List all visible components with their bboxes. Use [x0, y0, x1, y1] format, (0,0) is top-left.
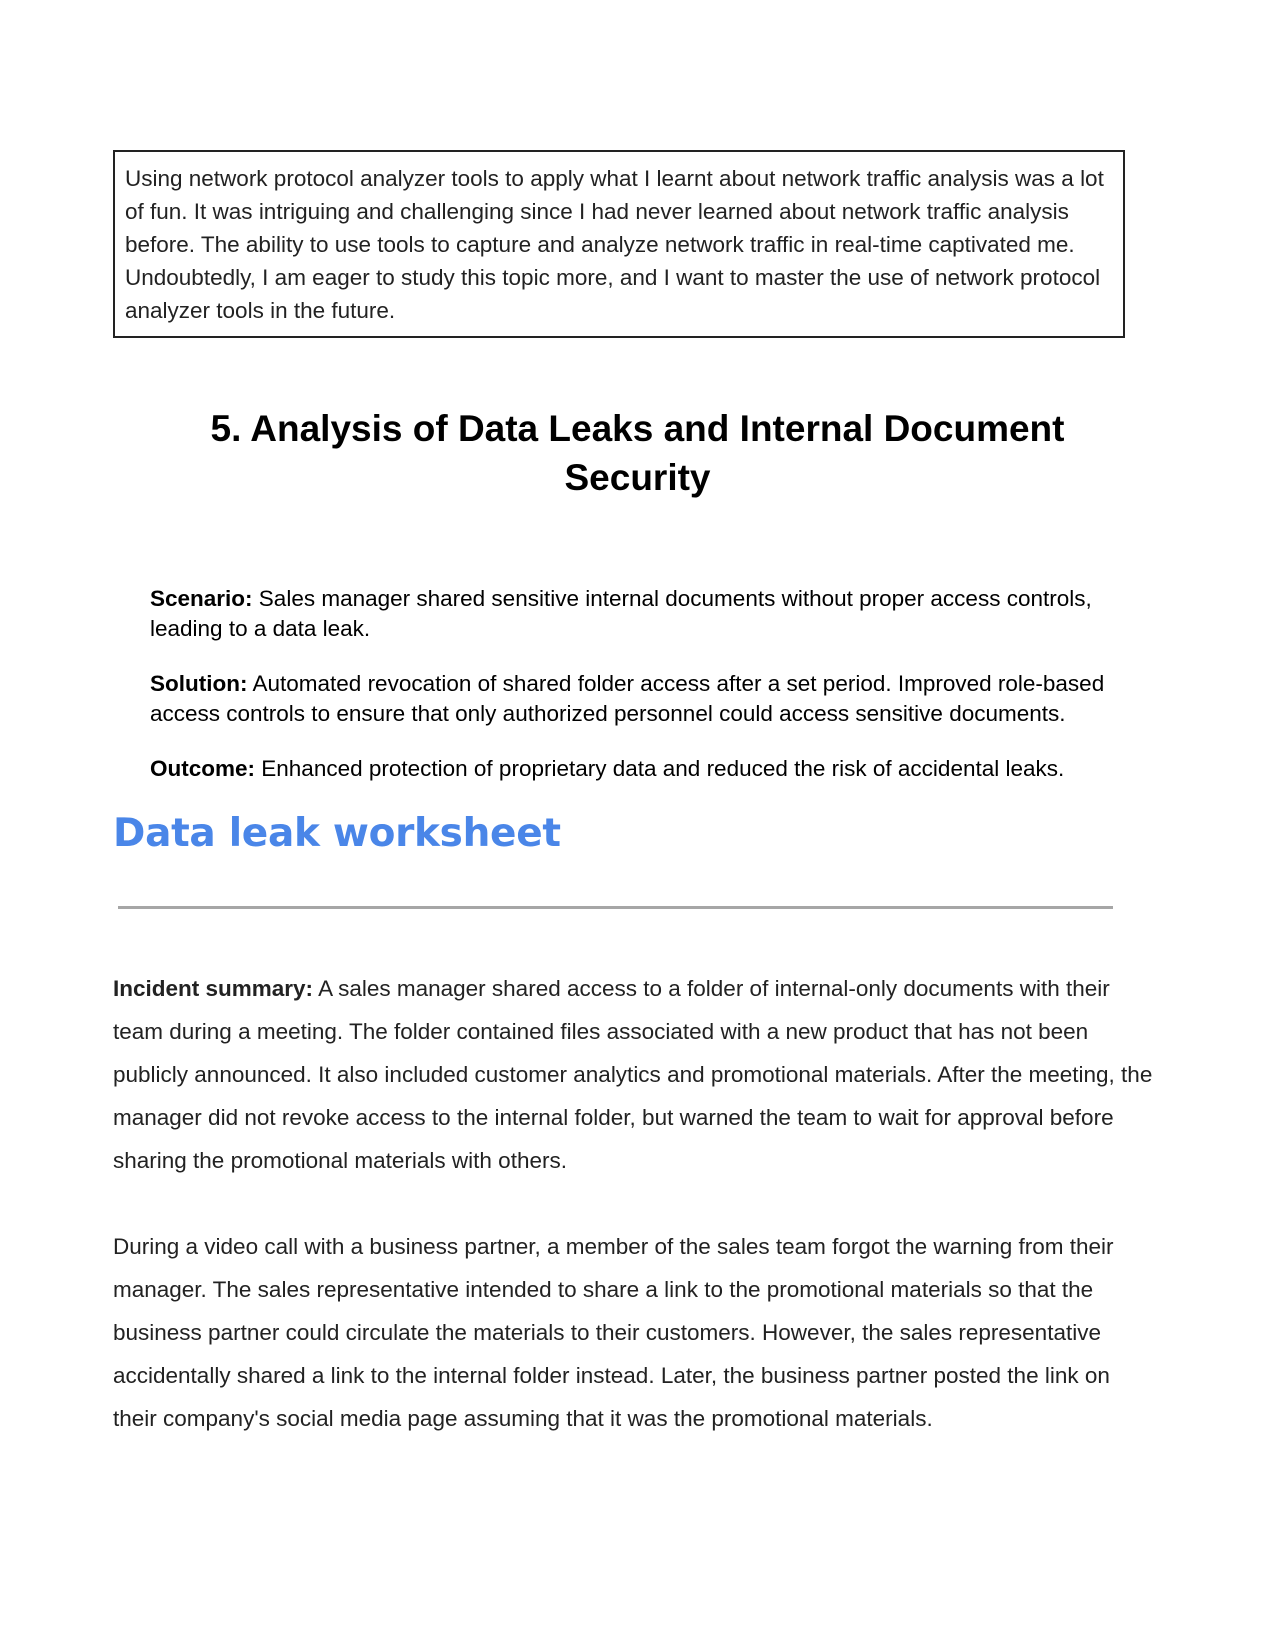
incident-summary-text: A sales manager shared access to a folder of internal-only documents with their team during a meeting. The folder contained files associated with a new product that has not been publicly announced. It also included customer analytics and promotional materials. After the meeting, the manager did not revoke access to the internal folder, but warned the team to wait for approval before sharing the promotional materials with others. — [113, 976, 1153, 1173]
section-title: 5. Analysis of Data Leaks and Internal Document Security — [210, 408, 1065, 498]
solution-label: Solution: — [150, 671, 248, 696]
reflection-box — [113, 150, 1125, 338]
outcome-label: Outcome: — [150, 756, 256, 781]
reflection-text: Using network protocol analyzer tools to apply what I learnt about network traffic analysis was a lot of fun. It was intriguing and challenging since I had never learned about network traffic analysis before. The ability to use tools to capture and analyze network traffic in real-time captivated me. Undoubtedly, I am eager to study this topic more, and I want to master the use of network protocol analyzer tools in the future. — [125, 166, 1104, 323]
incident-continued: During a video call with a business partner, a member of the sales team forgot the warning from their manager. The sales representative intended to share a link to the promotional materials so that the business partner could circulate the materials to their customers. However, the sales representative accidentally shared a link to the internal folder instead. Later, the business partner posted the link on their company's social media page assuming that it was the promotional materials. — [113, 1234, 1114, 1431]
worksheet-title: Data leak worksheet — [113, 811, 561, 856]
scenario-label: Scenario: — [150, 586, 253, 611]
incident-summary — [113, 967, 1153, 1182]
solution-text: Automated revocation of shared folder access after a set period. Improved role-based access controls to ensure that only authorized personnel could access sensitive documents. — [150, 671, 1105, 726]
section-divider — [118, 906, 1113, 909]
incident-summary-label: Incident summary: — [113, 976, 314, 1001]
outcome-text: Enhanced protection of proprietary data and reduced the risk of accidental leaks. — [255, 756, 1065, 781]
case-solution — [150, 669, 1130, 729]
scenario-text: Sales manager shared sensitive internal documents without proper access controls, leading to a data leak. — [150, 586, 1092, 641]
case-scenario — [150, 584, 1130, 644]
case-outcome — [150, 754, 1130, 784]
